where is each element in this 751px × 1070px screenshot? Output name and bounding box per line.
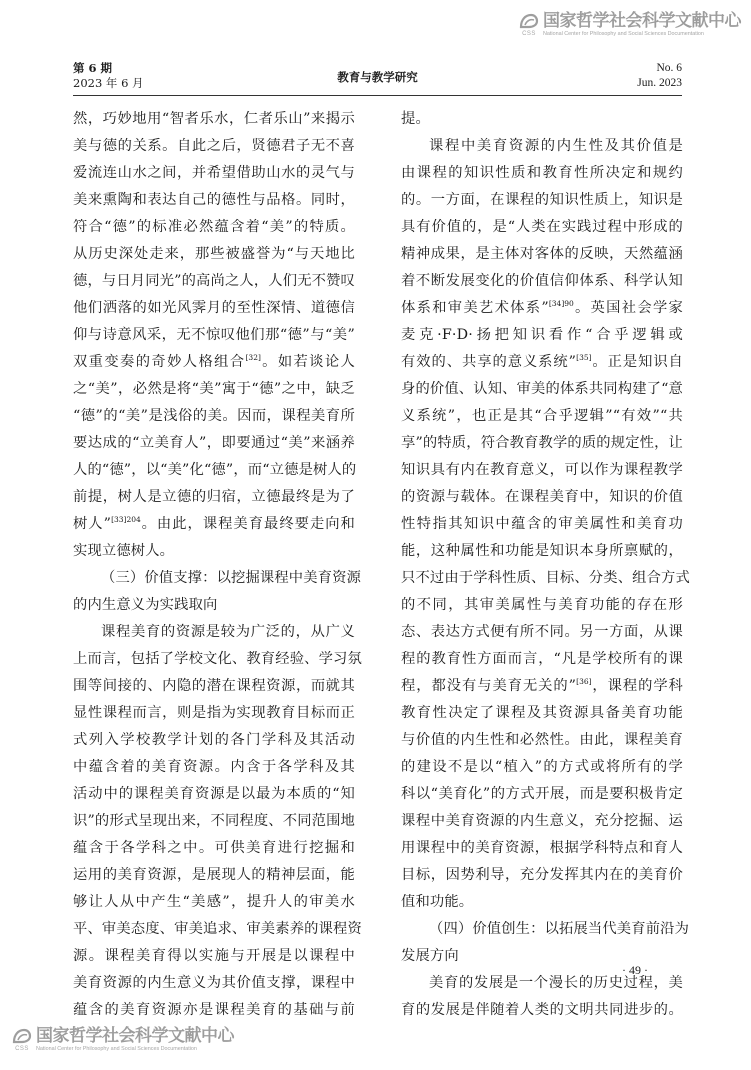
text-run: 程，都没有与美育无关的” [401,678,577,694]
citation-ref: [33]204 [111,515,141,524]
text-line [401,106,683,133]
text-run: 。正是知识自 [591,354,684,370]
text-line [73,754,355,781]
text-run: “德”的“美”是浅俗的美。因而，课程美育所 [73,408,355,424]
text-run: 值和功能。 [401,894,474,910]
text-run: 双重变奏的奇妙人格组合 [73,354,246,370]
text-line [73,862,355,889]
text-line [401,673,683,700]
text-run: 要达成的“立美育人”，即要通过“美”来涵养 [73,435,355,451]
text-line [73,538,355,565]
text-run: 然，巧妙地用“智者乐水，仁者乐山”来揭示 [73,111,355,127]
text-line [73,160,355,187]
text-run: 符合“德”的标准必然蕴含着“美”的特质。 [73,219,355,235]
text-run: 从历史深处走来，那些被盛誉为“与天地比 [73,246,355,262]
text-run: 的。一方面，在课程的知识性质上，知识是 [401,192,683,208]
text-line [73,457,355,484]
text-run: 性特指其知识中蕴含的审美属性和美育功 [401,516,683,532]
citation-ref: [35] [576,353,592,362]
text-line [73,214,355,241]
text-line [401,484,683,511]
watermark-title: 国家哲学社会科学文献中心 [36,1026,234,1046]
text-line [401,538,683,565]
text-line [73,484,355,511]
text-run: 的建设不是以“植入”的方式或将所有的学 [401,759,683,775]
issue-date: 2023 年 6 月 [73,76,144,90]
text-run: 科以“美育化”的方式开展，而是要积极肯定 [401,786,683,802]
text-line [73,727,355,754]
text-run: 义系统”，也正是其“合乎逻辑”“有效”“共 [401,408,683,424]
text-line [401,268,683,295]
text-line [73,646,362,673]
text-run: 识”的形式呈现出来，不同程度、不同范围地 [73,813,355,829]
text-line [73,106,355,133]
text-run: 着不断发展变化的价值信仰体系、科学认知 [401,273,683,289]
text-line [401,511,683,538]
watermark-abbr: CSS [15,1046,29,1052]
text-line [401,592,683,619]
text-line [73,970,355,997]
text-line [401,916,690,943]
text-run: 。如若谈论人 [260,354,355,370]
text-line [401,295,683,322]
text-run: 教育性决定了课程及其资源具备美育功能 [401,705,683,721]
text-run: （四）价值创生：以拓展当代美育前沿为 [429,921,690,937]
text-line [401,619,683,646]
issue-number: 第 6 期 [73,61,113,75]
text-line [73,943,355,970]
text-line [73,241,355,268]
text-run: 态、表达方式便有所不同。另一方面，从课 [401,624,683,640]
text-line [401,376,683,403]
text-line [73,781,355,808]
text-line [401,835,683,862]
text-run: 育的发展是伴随着人类的文明共同进步的。 [401,1002,683,1018]
citation-ref: [32] [245,353,261,362]
text-run: 式列入学校教学计划的各门学科及其活动 [73,732,355,748]
text-line [73,349,355,376]
text-line [73,592,355,619]
text-run: 平、审美态度、审美追求、审美素养的课程资 [73,921,362,937]
text-run: 美来熏陶和表达自己的德性与品格。同时， [73,192,355,208]
text-line [401,349,683,376]
text-run: 美育资源的内生意义为其价值支撑，课程中 [73,975,355,991]
text-line [401,862,683,889]
text-run: 之“美”，必然是将“美”寓于“德”之中，缺乏 [73,381,355,397]
text-run: 知识具有内在教育意义，可以作为课程教学 [401,462,683,478]
text-run: 实现立德树人。 [73,543,175,559]
text-run: 精神成果，是主体对客体的反映，天然蕴涵 [401,246,683,262]
text-line [73,835,355,862]
text-line [401,133,683,160]
citation-ref: [36] [576,677,592,686]
text-run: 爱流连山水之间，并希望借助山水的灵气与 [73,165,355,181]
text-line [73,565,362,592]
page-number: · 49 · [622,963,648,977]
text-run: 上而言，包括了学校文化、教育经验、学习氛 [73,651,362,667]
text-line [401,403,683,430]
text-line [401,700,683,727]
text-line [73,997,355,1024]
ncpssd-logo-icon [519,13,539,37]
text-line [73,808,355,835]
watermark-subtitle: National Center for Philosophy and Social Sciences Documentation [543,31,704,37]
text-run: 麦克·F·D·扬把知识看作“合乎逻辑或 [401,327,683,343]
text-run: 课程美育的资源是较为广泛的，从广义 [101,624,355,640]
body-column-left [73,106,362,1024]
text-run: 的不同，其审美属性与美育功能的存在形 [401,597,683,613]
text-run: 只不过由于学科性质、目标、分类、组合方式 [401,570,690,586]
text-line [401,322,683,349]
text-run: 美与德的关系。自此之后，贤德君子无不喜 [73,138,355,154]
text-run: 目标，因势利导，充分发挥其内在的美育价 [401,867,683,883]
text-run: 。由此，课程美育最终要走向和 [140,516,355,532]
text-run: 体系和审美艺术体系” [401,300,549,316]
text-line [401,889,683,916]
text-line [401,646,683,673]
watermark-abbr: CSS [522,31,536,37]
text-run: 人的“德”，以“美”化“德”，而“立德是树人的 [73,462,357,478]
text-line [73,619,355,646]
text-run: 。英国社会学家 [573,300,683,316]
text-run: 活动中的课程美育资源是以最为本质的“知 [73,786,355,802]
issue-number-en: No. 6 [656,62,682,74]
text-line [73,673,355,700]
text-line [73,376,355,403]
text-run: 提。 [401,111,430,127]
text-line [73,403,355,430]
ncpssd-logo-icon [12,1028,32,1052]
text-run: 身的价值、认知、审美的体系共同构建了“意 [401,381,683,397]
text-run: 能，这种属性和功能是知识本身所禀赋的， [401,543,683,559]
text-line [401,808,683,835]
text-run: 显性课程而言，则是指为实现教育目标而正 [73,705,355,721]
running-header [73,61,682,96]
text-line [73,916,362,943]
text-line [401,565,690,592]
text-line [401,430,683,457]
text-line [401,754,683,781]
body-column-right [401,106,690,1024]
text-line [73,700,355,727]
citation-ref: [34]90 [548,299,574,308]
text-line [401,727,683,754]
text-line [401,457,683,484]
text-run: 树人” [73,516,112,532]
text-line [401,781,683,808]
text-line [73,268,355,295]
text-line [401,241,683,268]
text-run: 课程中美育资源的内生意义，充分挖掘、运 [401,813,683,829]
text-run: 的内生意义为实践取向 [73,597,218,613]
text-run: 程的教育性方面而言，“凡是学校所有的课 [401,651,683,667]
text-line [73,511,355,538]
text-run: 美育的发展是一个漫长的历史过程，美 [429,975,683,991]
text-run: （三）价值支撑：以挖掘课程中美育资源 [101,570,362,586]
text-run: 的资源与载体。在课程美育中，知识的价值 [401,489,683,505]
text-run: 发展方向 [401,948,459,964]
text-line [401,214,683,241]
text-run: 课程中美育资源的内生性及其价值是 [429,138,683,154]
text-run: 源。课程美育得以实施与开展是以课程中 [73,948,355,964]
issue-date-en: Jun. 2023 [637,77,682,89]
text-line [73,295,355,322]
text-line [73,133,355,160]
text-run: 有效的、共享的意义系统” [401,354,577,370]
text-run: 由课程的知识性质和教育性所决定和规约 [401,165,683,181]
text-line [73,430,355,457]
text-run: 前提，树人是立德的归宿，立德最终是为了 [73,489,355,505]
watermark-title: 国家哲学社会科学文献中心 [543,11,741,31]
text-run: 与价值的内生性和必然性。由此，课程美育 [401,732,683,748]
watermark-top [519,12,741,38]
text-line [73,322,355,349]
text-line [401,997,683,1024]
text-line [73,187,355,214]
text-run: 运用的美育资源，是展现人的精神层面，能 [73,867,355,883]
text-line [73,889,355,916]
text-run: 够让人从中产生“美感”，提升人的审美水 [73,894,355,910]
text-line [401,187,683,214]
text-run: 具有价值的，是“人类在实践过程中形成的 [401,219,683,235]
text-run: 德，与日月同光”的高尚之人，人们无不赞叹 [73,273,355,289]
text-run: 蕴含的美育资源亦是课程美育的基础与前 [73,1002,355,1018]
journal-title: 教育与教学研究 [337,70,418,84]
text-line [401,160,683,187]
text-run: 中蕴含着的美育资源。内含于各学科及其 [73,759,355,775]
text-run: ，课程的学科 [591,678,684,694]
text-run: 享”的特质，符合教育教学的质的规定性，让 [401,435,683,451]
watermark-subtitle: National Center for Philosophy and Social Sciences Documentation [36,1046,197,1052]
text-run: 用课程中的美育资源，根据学科特点和育人 [401,840,683,856]
text-run: 蕴含于各学科之中。可供美育进行挖掘和 [73,840,355,856]
watermark-bottom [12,1027,234,1053]
text-run: 仰与诗意风采，无不惊叹他们那“德”与“美” [73,327,355,343]
text-run: 他们洒落的如光风霁月的至性深情、道德信 [73,300,355,316]
text-run: 围等间接的、内隐的潜在课程资源，而就其 [73,678,355,694]
